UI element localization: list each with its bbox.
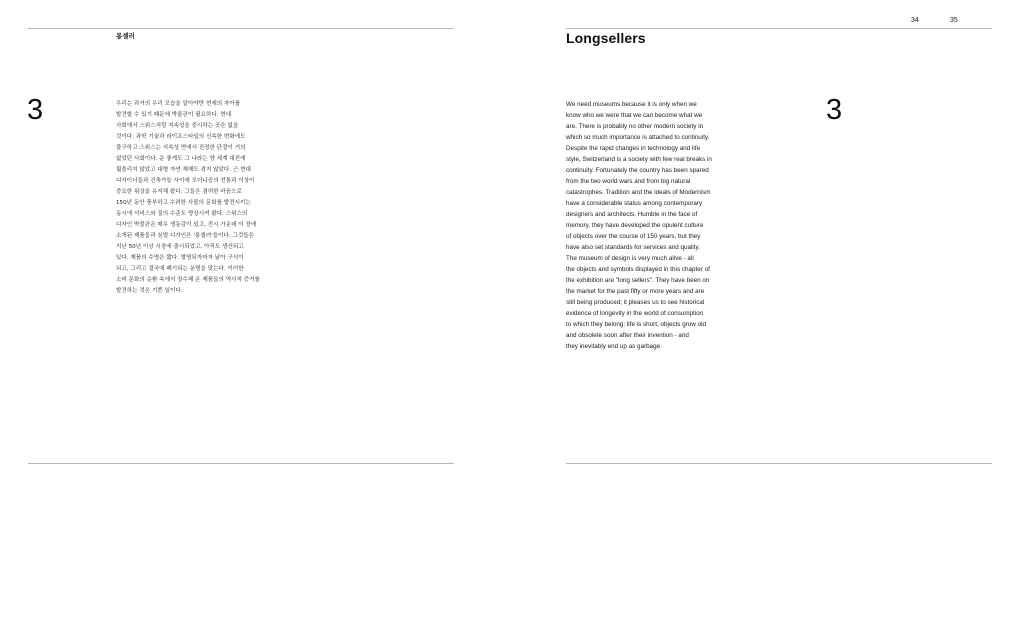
right-top-rule	[566, 28, 992, 29]
body-line: 소비 문화의 순환 속에서 장수해 온 제품들의 역사적 증거를	[116, 277, 260, 283]
body-line: Despite the rapid changes in technology and life	[566, 145, 701, 152]
left-bottom-rule	[28, 463, 454, 464]
body-line: know who we were that we can become what we	[566, 112, 703, 119]
body-line: style, Switzerland is a society with few real breaks in	[566, 156, 712, 163]
body-line: have a considerable status among contemporary	[566, 200, 703, 207]
body-line: memory, they have developed the opulent culture	[566, 222, 704, 229]
body-line: 150년 동안 풍부하고 수려한 사물의 문화를 발전시키는	[116, 200, 251, 206]
page-number-right: 35	[950, 17, 958, 24]
body-line: 휩쓸리지 않았고 대형 자연 재해도 겪지 않았다. 근·현대	[116, 167, 251, 173]
body-line: they inevitably end up as garbage.	[566, 343, 662, 350]
body-line: 사회에서 스위스처럼 지속성을 중시하는 곳은 없을	[116, 123, 239, 129]
body-line: have also set standards for services and quality.	[566, 244, 700, 251]
body-line: designers and architects. Humble in the face of	[566, 211, 698, 218]
body-line: We need museums because it is only when we	[566, 101, 697, 108]
english-body-text	[566, 99, 746, 352]
body-line: 디자이너들과 건축가들 사이에 모더니즘의 전통과 이상이	[116, 178, 255, 184]
body-line: 소개된 제품들과 심벌 디자인은 '롱셀러'들이다. 그것들은	[116, 233, 255, 239]
body-line: 것이다. 과학 기술과 라이프스타일의 신속한 변화에도	[116, 134, 246, 140]
body-line: still being produced; it pleases us to see historical	[566, 299, 705, 306]
body-line: catastrophes. Tradition and the ideals of Modernism	[566, 189, 711, 196]
body-line: 우리는 과거의 우리 모습을 알아야만 현재의 자아를	[116, 101, 241, 107]
left-page-title: 롱셀러	[116, 32, 135, 40]
right-page-title: Longsellers	[566, 30, 646, 46]
right-bottom-rule	[566, 463, 992, 464]
body-line: evidence of longevity in the world of consumption	[566, 310, 704, 317]
body-line: and obsolete soon after their invention - and	[566, 332, 689, 339]
body-line: 발견할 수 있기 때문에 박물관이 필요하다. 현대	[116, 112, 232, 118]
body-line: 있다. 제품의 수명은 짧다. 발명되자마자 낡아 구식이	[116, 255, 244, 261]
body-line: The museum of design is very much alive - all	[566, 255, 694, 262]
page-number-left: 34	[911, 17, 919, 24]
body-line: 불구하고 스위스는 지속성 면에서 진정한 단절이 거의	[116, 145, 246, 151]
body-line: of objects over the course of 150 years, but they	[566, 233, 701, 240]
right-chapter-number: 3	[826, 94, 843, 126]
body-line: 되고, 그리고 결국에 폐기되는 운명을 맞는다. 이러한	[116, 266, 244, 272]
body-line: which so much importance is attached to continuity.	[566, 134, 710, 141]
body-line: the exhibition are "long sellers". They have been on	[566, 277, 710, 284]
body-line: from the two world wars and from big natural	[566, 178, 691, 185]
body-line: to which they belong: life is short, objects grow old	[566, 321, 707, 328]
body-line: are. There is probably no other modern society in	[566, 123, 704, 130]
body-line: the objects and symbols displayed in this chapter of	[566, 266, 710, 273]
body-line: 디자인 박물관은 매우 생동감이 있고, 전시 가운데 이 장에	[116, 222, 257, 228]
body-line: 지난 50년 이상 시장에 출시되었고, 아직도 생산되고	[116, 244, 244, 250]
body-line: 없었던 사회이다. 운 좋게도 그 나라는 양 세계 대전에	[116, 156, 246, 162]
left-top-rule	[28, 28, 454, 29]
body-line: the market for the past fifty or more years and are	[566, 288, 705, 295]
body-line: 발견하는 것은 기쁜 일이다.	[116, 288, 183, 294]
korean-body-text	[116, 99, 296, 297]
left-chapter-number: 3	[27, 94, 44, 126]
body-line: 동시에 서비스와 질의 수준도 향상시켜 왔다. 스위스의	[116, 211, 248, 217]
body-line: 중요한 위상을 유지해 왔다. 그들은 겸허한 마음으로	[116, 189, 242, 195]
body-line: continuity. Fortunately the country has been spared	[566, 167, 709, 174]
